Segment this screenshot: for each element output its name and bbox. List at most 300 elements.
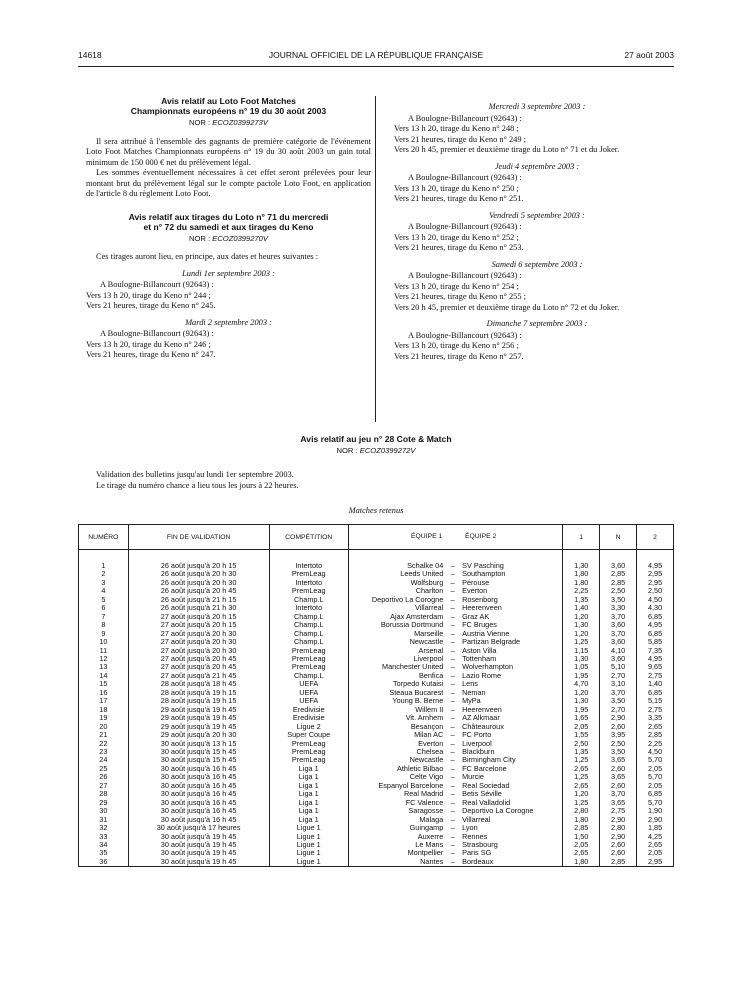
row-dash: – bbox=[450, 831, 455, 841]
row-cote-2: 2,90 bbox=[637, 816, 674, 824]
row-dash: – bbox=[450, 730, 455, 740]
draw-line: Vers 13 h 20, tirage du Keno n° 246 ; bbox=[86, 339, 211, 349]
row-fin-validation: 30 août jusqu'à 13 h 15 bbox=[128, 740, 269, 748]
row-numero: 18 bbox=[79, 706, 129, 714]
row-cote-2: 5,70 bbox=[637, 799, 674, 807]
row-dash: – bbox=[450, 628, 455, 638]
row-competition: Champ.L bbox=[269, 596, 348, 604]
row-equipe1: Borussia Dortmund bbox=[348, 621, 445, 629]
row-competition: Eredivisie bbox=[269, 714, 348, 722]
row-numero: 15 bbox=[79, 680, 129, 688]
row-fin-validation: 30 août jusqu'à 16 h 45 bbox=[128, 807, 269, 815]
row-dash: – bbox=[450, 687, 455, 697]
row-dash: – bbox=[450, 577, 455, 587]
row-dash: – bbox=[450, 637, 455, 647]
row-cote-n: 3,60 bbox=[600, 638, 637, 646]
row-cote-2: 4,95 bbox=[637, 621, 674, 629]
row-numero: 36 bbox=[79, 858, 129, 867]
row-dash: – bbox=[450, 696, 455, 706]
row-cote-n: 3,60 bbox=[600, 550, 637, 571]
row-equipe1: FC Valence bbox=[348, 799, 445, 807]
row-cote-1: 2,65 bbox=[563, 782, 600, 790]
row-equipe1: Auxerre bbox=[348, 833, 445, 841]
row-equipe2: Everton bbox=[460, 587, 563, 595]
avis3-header bbox=[78, 434, 674, 463]
row-equipe2: FC Bruges bbox=[460, 621, 563, 629]
row-cote-1: 1,20 bbox=[563, 689, 600, 697]
nor-label: NOR : bbox=[189, 118, 211, 127]
row-cote-n: 3,10 bbox=[600, 680, 637, 688]
row-cote-2: 5,15 bbox=[637, 697, 674, 705]
avis3-intro bbox=[86, 470, 646, 491]
row-equipe1: Guingamp bbox=[348, 824, 445, 832]
row-dash: – bbox=[450, 653, 455, 663]
row-cote-2: 9,65 bbox=[637, 663, 674, 671]
row-equipe1: Celte Vigo bbox=[348, 773, 445, 781]
row-cote-1: 1,20 bbox=[563, 790, 600, 798]
row-equipe1: Montpellier bbox=[348, 849, 445, 857]
row-cote-2: 6,85 bbox=[637, 613, 674, 621]
row-cote-n: 2,90 bbox=[600, 816, 637, 824]
nor-code: ECOZ0399273V bbox=[212, 118, 268, 127]
row-equipe2: Heerenveen bbox=[460, 706, 563, 714]
row-equipe2: AZ Alkmaar bbox=[460, 714, 563, 722]
avis1-title-line2: Championnats européens n° 19 du 30 août 2003 bbox=[130, 106, 327, 116]
row-cote-n: 2,70 bbox=[600, 706, 637, 714]
row-cote-2: 4,30 bbox=[637, 604, 674, 612]
row-fin-validation: 29 août jusqu'à 19 h 45 bbox=[128, 714, 269, 722]
row-fin-validation: 26 août jusqu'à 20 h 30 bbox=[128, 579, 269, 587]
row-cote-2: 2,25 bbox=[637, 740, 674, 748]
row-cote-2: 1,90 bbox=[637, 807, 674, 815]
row-cote-2: 4,50 bbox=[637, 596, 674, 604]
row-cote-n: 2,75 bbox=[600, 807, 637, 815]
avis3-nor bbox=[78, 446, 674, 455]
row-equipe2: Rennes bbox=[460, 833, 563, 841]
row-cote-1: 1,15 bbox=[563, 647, 600, 655]
row-equipe2: Southampton bbox=[460, 570, 563, 578]
days-right bbox=[394, 102, 680, 362]
row-numero: 9 bbox=[79, 630, 129, 638]
row-cote-1: 2,65 bbox=[563, 765, 600, 773]
row-cote-1: 1,25 bbox=[563, 638, 600, 646]
row-cote-n: 3,65 bbox=[600, 773, 637, 781]
row-dash: – bbox=[450, 839, 455, 849]
row-cote-1: 1,20 bbox=[563, 630, 600, 638]
draw-line: Vers 13 h 20, tirage du Keno n° 256 ; bbox=[394, 341, 519, 350]
row-fin-validation: 30 août jusqu'à 16 h 45 bbox=[128, 782, 269, 790]
row-cote-n: 2,70 bbox=[600, 672, 637, 680]
row-equipe1: Torpedo Kutaisi bbox=[348, 680, 445, 688]
row-fin-validation: 28 août jusqu'à 19 h 15 bbox=[128, 697, 269, 705]
row-cote-1: 2,50 bbox=[563, 740, 600, 748]
avis1-title-line1: Avis relatif au Loto Foot Matches bbox=[161, 96, 296, 106]
row-cote-n: 3,50 bbox=[600, 748, 637, 756]
row-numero: 13 bbox=[79, 663, 129, 671]
row-cote-2: 2,95 bbox=[637, 579, 674, 587]
row-numero: 26 bbox=[79, 773, 129, 781]
row-fin-validation: 26 août jusqu'à 20 h 30 bbox=[128, 570, 269, 578]
table-header-row bbox=[79, 525, 674, 550]
row-cote-2: 2,65 bbox=[637, 841, 674, 849]
row-fin-validation: 28 août jusqu'à 18 h 45 bbox=[128, 680, 269, 688]
row-competition: Eredivisie bbox=[269, 706, 348, 714]
row-equipe1: Real Madrid bbox=[348, 790, 445, 798]
page-number: 14618 bbox=[78, 50, 102, 60]
row-equipe2: Graz AK bbox=[460, 613, 563, 621]
row-cote-1: 2,85 bbox=[563, 824, 600, 832]
row-cote-1: 1,35 bbox=[563, 748, 600, 756]
row-equipe1: Deportivo La Corogne bbox=[348, 596, 445, 604]
row-competition: Liga 1 bbox=[269, 816, 348, 824]
row-equipe1: Young B. Berne bbox=[348, 697, 445, 705]
row-dash: – bbox=[450, 797, 455, 807]
day-heading: Mardi 2 septembre 2003 : bbox=[185, 317, 272, 327]
row-numero: 32 bbox=[79, 824, 129, 832]
row-dash: – bbox=[450, 603, 455, 613]
draw-line: Vers 21 heures, tirage du Keno n° 253. bbox=[394, 243, 524, 252]
row-fin-validation: 30 août jusqu'à 16 h 45 bbox=[128, 790, 269, 798]
row-equipe1: Charlton bbox=[348, 587, 445, 595]
row-numero: 19 bbox=[79, 714, 129, 722]
row-fin-validation: 29 août jusqu'à 20 h 30 bbox=[128, 731, 269, 739]
row-cote-2: 7,35 bbox=[637, 647, 674, 655]
row-cote-2: 5,85 bbox=[637, 638, 674, 646]
row-equipe2: Villarreal bbox=[460, 816, 563, 824]
row-dash: – bbox=[450, 746, 455, 756]
row-equipe2: Birmingham City bbox=[460, 756, 563, 764]
row-cote-1: 1,55 bbox=[563, 731, 600, 739]
row-competition: Champ.L bbox=[269, 613, 348, 621]
row-equipe2: Liverpool bbox=[460, 740, 563, 748]
row-numero: 1 bbox=[79, 550, 129, 571]
row-equipe2: Bordeaux bbox=[460, 858, 563, 867]
row-fin-validation: 27 août jusqu'à 20 h 30 bbox=[128, 638, 269, 646]
row-dash: – bbox=[450, 662, 455, 672]
row-numero: 3 bbox=[79, 579, 129, 587]
row-equipe1: Newcastle bbox=[348, 638, 445, 646]
row-competition: Liga 1 bbox=[269, 765, 348, 773]
row-cote-2: 1,85 bbox=[637, 824, 674, 832]
row-competition: Super Coupe bbox=[269, 731, 348, 739]
row-equipe1: Le Mans bbox=[348, 841, 445, 849]
draw-line: Vers 21 heures, tirage du Keno n° 251. bbox=[394, 194, 524, 203]
row-equipe2: FC Porto bbox=[460, 731, 563, 739]
row-equipe2: SV Pasching bbox=[460, 550, 563, 571]
row-dash: – bbox=[450, 561, 455, 570]
row-numero: 22 bbox=[79, 740, 129, 748]
header-rule bbox=[78, 66, 674, 67]
row-fin-validation: 30 août jusqu'à 16 h 45 bbox=[128, 765, 269, 773]
avis1-para2: Les sommes éventuellement nécessaires à cet effet seront prélevées pour leur montant brut du prélèvement légal sur le compte pactole Loto Foot, en application de l'article 8 du règlement Loto Foot. bbox=[86, 168, 371, 198]
row-cote-n: 2,90 bbox=[600, 833, 637, 841]
row-fin-validation: 30 août jusqu'à 17 heures bbox=[128, 824, 269, 832]
row-cote-n: 2,60 bbox=[600, 723, 637, 731]
row-dash: – bbox=[450, 713, 455, 723]
row-cote-1: 2,80 bbox=[563, 807, 600, 815]
row-competition: Liga 1 bbox=[269, 790, 348, 798]
avis1-para1: Il sera attribué à l'ensemble des gagnants de première catégorie de l'événement Loto Foot Matches Championnats européens n° 19 du 30 août 2003 un gain total minimum de 150 000 € net du prélèvement légal. bbox=[86, 136, 371, 167]
row-equipe1: Liverpool bbox=[348, 655, 445, 663]
row-cote-1: 1,80 bbox=[563, 570, 600, 578]
row-equipe1: Espanyol Barcelone bbox=[348, 782, 445, 790]
row-cote-1: 1,80 bbox=[563, 858, 600, 867]
row-competition: Champ.L bbox=[269, 630, 348, 638]
row-equipe1: Leeds United bbox=[348, 570, 445, 578]
row-cote-2: 2,05 bbox=[637, 849, 674, 857]
row-dash: – bbox=[450, 848, 455, 858]
row-cote-n: 2,85 bbox=[600, 570, 637, 578]
row-fin-validation: 27 août jusqu'à 20 h 30 bbox=[128, 647, 269, 655]
row-equipe2: Strasbourg bbox=[460, 841, 563, 849]
row-cote-2: 2,05 bbox=[637, 782, 674, 790]
row-cote-2: 4,95 bbox=[637, 550, 674, 571]
row-dash: – bbox=[450, 763, 455, 773]
row-numero: 29 bbox=[79, 799, 129, 807]
row-numero: 23 bbox=[79, 748, 129, 756]
row-dash: – bbox=[450, 772, 455, 782]
row-competition: Ligue 1 bbox=[269, 833, 348, 841]
row-numero: 16 bbox=[79, 689, 129, 697]
row-fin-validation: 26 août jusqu'à 21 h 15 bbox=[128, 596, 269, 604]
row-fin-validation: 26 août jusqu'à 20 h 15 bbox=[128, 550, 269, 571]
row-equipe2: Lazio Rome bbox=[460, 672, 563, 680]
row-numero: 2 bbox=[79, 570, 129, 578]
row-cote-n: 3,65 bbox=[600, 756, 637, 764]
row-dash: – bbox=[450, 645, 455, 655]
row-numero: 11 bbox=[79, 647, 129, 655]
row-equipe1: Vit. Arnhem bbox=[348, 714, 445, 722]
draw-line: Vers 13 h 20, tirage du Keno n° 250 ; bbox=[394, 183, 519, 193]
row-cote-n: 3,65 bbox=[600, 799, 637, 807]
row-competition: PremLeag bbox=[269, 587, 348, 595]
row-competition: Ligue 2 bbox=[269, 723, 348, 731]
col-header-n: N bbox=[600, 525, 637, 550]
row-cote-1: 1,35 bbox=[563, 596, 600, 604]
row-cote-n: 3,30 bbox=[600, 604, 637, 612]
row-competition: Liga 1 bbox=[269, 807, 348, 815]
day-heading: Lundi 1er septembre 2003 : bbox=[182, 268, 275, 278]
row-cote-1: 1,25 bbox=[563, 773, 600, 781]
row-equipe1: Manchester United bbox=[348, 663, 445, 671]
day-location: A Boulogne-Billancourt (92643) : bbox=[408, 271, 522, 280]
right-column bbox=[394, 96, 680, 362]
row-cote-2: 2,75 bbox=[637, 672, 674, 680]
row-cote-1: 1,30 bbox=[563, 655, 600, 663]
row-fin-validation: 30 août jusqu'à 19 h 45 bbox=[128, 841, 269, 849]
row-numero: 4 bbox=[79, 587, 129, 595]
row-equipe1: Marseille bbox=[348, 630, 445, 638]
day-location: A Boulogne-Billancourt (92643) : bbox=[408, 173, 522, 182]
row-equipe1: Arsenal bbox=[348, 647, 445, 655]
row-numero: 24 bbox=[79, 756, 129, 764]
row-cote-2: 2,95 bbox=[637, 570, 674, 578]
row-numero: 10 bbox=[79, 638, 129, 646]
row-fin-validation: 27 août jusqu'à 20 h 30 bbox=[128, 630, 269, 638]
row-equipe2: Deportivo La Corogne bbox=[460, 807, 563, 815]
row-fin-validation: 30 août jusqu'à 16 h 45 bbox=[128, 773, 269, 781]
row-cote-n: 5,10 bbox=[600, 663, 637, 671]
row-dash: – bbox=[450, 594, 455, 604]
row-cote-n: 2,60 bbox=[600, 849, 637, 857]
row-cote-n: 2,60 bbox=[600, 782, 637, 790]
row-cote-n: 2,60 bbox=[600, 841, 637, 849]
row-equipe2: Rosenborg bbox=[460, 596, 563, 604]
row-equipe1: Schalke 04 bbox=[348, 550, 445, 571]
row-cote-1: 1,05 bbox=[563, 663, 600, 671]
row-cote-1: 1,25 bbox=[563, 799, 600, 807]
row-numero: 6 bbox=[79, 604, 129, 612]
row-equipe1: Everton bbox=[348, 740, 445, 748]
draw-line: Vers 13 h 20, tirage du Keno n° 248 ; bbox=[394, 124, 519, 133]
row-cote-n: 3,60 bbox=[600, 621, 637, 629]
draw-line: Vers 20 h 45, premier et deuxième tirage du Loto n° 71 et du Joker. bbox=[394, 145, 620, 154]
row-dash: – bbox=[450, 679, 455, 689]
col-header-2: 2 bbox=[637, 525, 674, 550]
row-cote-1: 1,65 bbox=[563, 714, 600, 722]
row-equipe2: Austria Vienne bbox=[460, 630, 563, 638]
row-cote-1: 1,80 bbox=[563, 816, 600, 824]
row-dash: – bbox=[450, 569, 455, 579]
day-location: A Boulogne-Billancourt (92643) : bbox=[408, 113, 522, 123]
draw-line: Vers 13 h 20, tirage du Keno n° 254 ; bbox=[394, 281, 519, 291]
row-fin-validation: 30 août jusqu'à 19 h 45 bbox=[128, 833, 269, 841]
draw-line: Vers 20 h 45, premier et deuxième tirage du Loto n° 72 et du Joker. bbox=[394, 302, 620, 312]
row-equipe2: MyPa bbox=[460, 697, 563, 705]
matches-table bbox=[78, 524, 674, 867]
row-numero: 30 bbox=[79, 807, 129, 815]
row-competition: PremLeag bbox=[269, 756, 348, 764]
row-competition: Liga 1 bbox=[269, 782, 348, 790]
row-competition: Intertoto bbox=[269, 604, 348, 612]
row-dash: – bbox=[450, 738, 455, 748]
draw-line: Vers 13 h 20, tirage du Keno n° 244 ; bbox=[86, 290, 211, 300]
row-numero: 20 bbox=[79, 723, 129, 731]
row-equipe1: Wolfsburg bbox=[348, 579, 445, 587]
row-dash: – bbox=[450, 620, 455, 630]
day-heading: Mercredi 3 septembre 2003 : bbox=[488, 102, 586, 111]
row-cote-n: 3,50 bbox=[600, 697, 637, 705]
row-competition: Champ.L bbox=[269, 638, 348, 646]
row-fin-validation: 26 août jusqu'à 20 h 45 bbox=[128, 587, 269, 595]
row-cote-n: 3,70 bbox=[600, 689, 637, 697]
row-numero: 34 bbox=[79, 841, 129, 849]
col-header-equipe2: ÉQUIPE 2 bbox=[464, 533, 497, 540]
row-competition: PremLeag bbox=[269, 663, 348, 671]
row-cote-2: 1,40 bbox=[637, 680, 674, 688]
row-equipe1: Athletic Bilbao bbox=[348, 765, 445, 773]
row-cote-2: 3,35 bbox=[637, 714, 674, 722]
row-cote-1: 2,05 bbox=[563, 841, 600, 849]
row-cote-n: 2,50 bbox=[600, 587, 637, 595]
row-cote-n: 3,60 bbox=[600, 655, 637, 663]
row-cote-1: 2,05 bbox=[563, 723, 600, 731]
row-fin-validation: 30 août jusqu'à 15 h 45 bbox=[128, 756, 269, 764]
avis2-nor bbox=[86, 234, 371, 245]
row-dash: – bbox=[450, 721, 455, 731]
row-numero: 28 bbox=[79, 790, 129, 798]
row-competition: PremLeag bbox=[269, 655, 348, 663]
row-cote-2: 4,95 bbox=[637, 655, 674, 663]
row-cote-n: 4,10 bbox=[600, 647, 637, 655]
row-fin-validation: 27 août jusqu'à 20 h 15 bbox=[128, 613, 269, 621]
row-competition: UEFA bbox=[269, 689, 348, 697]
row-cote-1: 2,65 bbox=[563, 849, 600, 857]
row-fin-validation: 30 août jusqu'à 19 h 45 bbox=[128, 858, 269, 867]
row-competition: PremLeag bbox=[269, 647, 348, 655]
row-cote-1: 1,80 bbox=[563, 579, 600, 587]
day-heading: Vendredi 5 septembre 2003 : bbox=[489, 210, 585, 220]
row-cote-2: 5,70 bbox=[637, 773, 674, 781]
row-equipe1: Willem II bbox=[348, 706, 445, 714]
row-competition: Champ.L bbox=[269, 621, 348, 629]
row-cote-n: 2,85 bbox=[600, 858, 637, 867]
nor-code: ECOZ0399272V bbox=[359, 446, 416, 455]
row-competition: Liga 1 bbox=[269, 773, 348, 781]
row-equipe1: Milan AC bbox=[348, 731, 445, 739]
row-equipe2: Blackburn bbox=[460, 748, 563, 756]
row-competition: Ligue 1 bbox=[269, 849, 348, 857]
avis1-nor bbox=[86, 118, 371, 129]
day-location: A Boulogne-Billancourt (92643) : bbox=[100, 280, 214, 289]
draw-line: Vers 21 heures, tirage du Keno n° 255 ; bbox=[394, 292, 526, 301]
row-equipe2: Real Sociedad bbox=[460, 782, 563, 790]
draw-line: Vers 21 heures, tirage du Keno n° 257. bbox=[394, 351, 524, 361]
row-numero: 27 bbox=[79, 782, 129, 790]
row-numero: 12 bbox=[79, 655, 129, 663]
row-fin-validation: 29 août jusqu'à 19 h 45 bbox=[128, 723, 269, 731]
row-cote-2: 4,50 bbox=[637, 748, 674, 756]
row-numero: 7 bbox=[79, 613, 129, 621]
column-divider bbox=[375, 96, 376, 422]
day-heading: Samedi 6 septembre 2003 : bbox=[491, 259, 583, 269]
row-cote-n: 3,70 bbox=[600, 790, 637, 798]
row-cote-n: 3,95 bbox=[600, 731, 637, 739]
row-fin-validation: 30 août jusqu'à 16 h 45 bbox=[128, 799, 269, 807]
days-left bbox=[86, 269, 371, 361]
row-dash: – bbox=[450, 670, 455, 680]
day-heading: Dimanche 7 septembre 2003 : bbox=[486, 319, 588, 328]
row-competition: Champ.L bbox=[269, 672, 348, 680]
row-equipe2: Betis Séville bbox=[460, 790, 563, 798]
row-equipe1: Nantes bbox=[348, 858, 445, 867]
row-fin-validation: 28 août jusqu'à 19 h 15 bbox=[128, 689, 269, 697]
row-fin-validation: 27 août jusqu'à 20 h 45 bbox=[128, 655, 269, 663]
row-dash: – bbox=[450, 780, 455, 790]
row-numero: 5 bbox=[79, 596, 129, 604]
row-numero: 25 bbox=[79, 765, 129, 773]
row-equipe1: Benfica bbox=[348, 672, 445, 680]
avis3-line1: Validation des bulletins jusqu'au lundi 1er septembre 2003. bbox=[96, 470, 294, 479]
row-fin-validation: 30 août jusqu'à 16 h 45 bbox=[128, 816, 269, 824]
row-dash: – bbox=[450, 704, 455, 714]
nor-label: NOR : bbox=[189, 233, 211, 243]
row-fin-validation: 26 août jusqu'à 21 h 30 bbox=[128, 604, 269, 612]
table-caption: Matches retenus bbox=[348, 506, 404, 515]
row-competition: Ligue 1 bbox=[269, 858, 348, 867]
row-cote-n: 2,90 bbox=[600, 714, 637, 722]
table-row bbox=[79, 550, 674, 571]
day-location: A Boulogne-Billancourt (92643) : bbox=[408, 330, 522, 340]
row-equipe2: Real Valladolid bbox=[460, 799, 563, 807]
row-competition: UEFA bbox=[269, 697, 348, 705]
row-dash: – bbox=[450, 806, 455, 816]
row-competition: Ligue 1 bbox=[269, 841, 348, 849]
left-column bbox=[86, 96, 371, 361]
row-cote-n: 3,50 bbox=[600, 596, 637, 604]
row-cote-2: 2,05 bbox=[637, 765, 674, 773]
col-header-fin: FIN DE VALIDATION bbox=[128, 525, 269, 550]
